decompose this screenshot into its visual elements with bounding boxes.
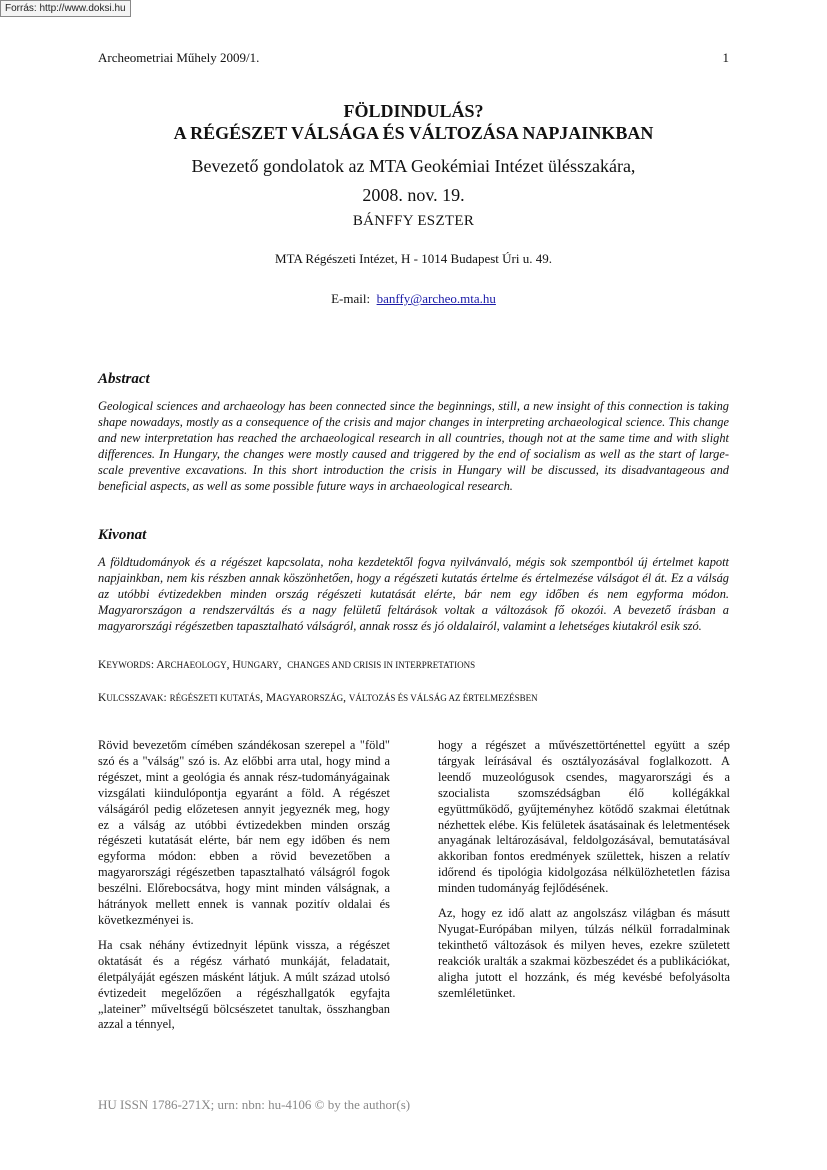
page-number: 1 — [722, 50, 729, 65]
keyword-item: MAGYARORSZÁG, — [265, 692, 346, 704]
kulcsszavak-line — [98, 692, 738, 704]
kulcsszavak-label: KULCSSZAVAK: — [98, 692, 167, 704]
keywords-line — [98, 659, 738, 671]
kivonat-heading: Kivonat — [98, 527, 147, 543]
subtitle-line-1: Bevezető gondolatok az MTA Geokémiai Intézet ülésszakára, — [191, 156, 636, 176]
email-line — [98, 291, 729, 307]
subtitle-line-2: 2008. nov. 19. — [362, 185, 465, 205]
affiliation: MTA Régészeti Intézet, H - 1014 Budapest Úri u. 49. — [275, 251, 552, 266]
kivonat-text: A földtudományok és a régészet kapcsolata, noha kezdetektől fogva nyilvánvaló, mégis sok szempontból új értelmet kapott napjainkban, nem kis részben annak köszönhetően, hogy a régészeti kutatás értelme és értelmezése válságot él át. Ez a válság az utóbbi évtizedekben minden ország régészeti kutatását elérte, bár nem egy időben és nem egyforma módon. Magyarországon a rendszerváltás és a nagy felületű feltárások voltak a változások fő okozói. A bevezető írásban a magyarországi régészetben tapasztalható válságról, annak rossz és jó oldalairól, valamint a lehetséges kiutakról esik szó. — [98, 555, 729, 633]
abstract-text: Geological sciences and archaeology has been connected since the beginnings, still, a new insight of this connection is taking shape nowadays, mostly as a consequence of the crisis and major changes in interpreting archaeological science. This change and new interpretation has reached the archaeological research in all countries, though not at the same time and with slight differences. In Hungary, the changes were mostly caused and triggered by the end of socialism as well as the start of large-scale preventive excavations. In this short introduction the crisis in Hungary will be discussed, its disadvantageous and beneficial aspects, as well as some possible future ways in archaeological research. — [98, 399, 729, 493]
body-column-right — [438, 738, 730, 1011]
body-paragraph: Az, hogy ez idő alatt az angolszász világban és másutt Nyugat-Európában milyen, túlzás nélkül forradalminak tekinthető változások és milyen heves, ezekre született reakciók uralták a szakmai közbeszédet és a publikációkat, aligha jutott el hozzánk, és még kevésbé befolyásolta szemléletünket. — [438, 906, 730, 1000]
title-line-2: A RÉGÉSZET VÁLSÁGA ÉS VÁLTOZÁSA NAPJAINKBAN — [173, 123, 654, 143]
body-paragraph: Ha csak néhány évtizednyit lépünk vissza, a régészet oktatását és a régész várható munkáját, feladatait, életpályáját egészen másként látjuk. A múlt század utolsó évtizedeit megelőzően a régészhallgatók egyfajta „lateiner” műveltségű bölcsészetet tanultak, összhangban azzal a ténnyel, — [98, 937, 390, 1032]
keyword-item: RÉGÉSZETI KUTATÁS, — [169, 692, 263, 704]
body-column-left — [98, 738, 390, 1042]
source-label: Forrás: http://www.doksi.hu — [0, 0, 131, 17]
keyword-item: HUNGARY, — [232, 659, 282, 671]
footer-issn: HU ISSN 1786-271X; urn: nbn: hu-4106 © by the author(s) — [98, 1097, 411, 1112]
title-line-1: FÖLDINDULÁS? — [343, 101, 484, 121]
body-paragraph: Rövid bevezetőm címében szándékosan szerepel a "föld" szó és a "válság" szó is. Az előbbi arra utal, hogy mind a régészet, mint a geológia és annak rész-tudományágainak vizsgálati kiindulópontja egyaránt a föld. A régészet válságáról pedig előzetesen annyit jegyeznék meg, hogy ez a válság az utóbbi évtizedekben minden ország régészeti kutatását elérte, bár nem egy időben és nem egyforma módon: ebben a rövid bevezetőben a magyarországi régészetben tapasztalható válságról fogok beszélni. Előrebocsátva, hogy mint minden válságnak, a hátrányok mellett ennek is vannak pozitív oldalai és következményei is. — [98, 738, 390, 927]
keyword-item: ARCHAEOLOGY, — [156, 659, 230, 671]
email-link[interactable]: banffy@archeo.mta.hu — [376, 291, 496, 306]
author-name: BÁNFFY ESZTER — [352, 213, 475, 229]
keyword-item: CHANGES AND CRISIS IN INTERPRETATIONS — [287, 660, 476, 670]
keywords-label: KEYWORDS: — [98, 659, 155, 671]
abstract-heading: Abstract — [98, 371, 150, 387]
keyword-item: VÁLTOZÁS ÉS VÁLSÁG AZ ÉRTELMEZÉSBEN — [348, 693, 538, 703]
email-label: E-mail: — [331, 291, 371, 306]
body-paragraph: hogy a régészet a művészettörténettel együtt a szép tárgyak leírásával és osztályozásával foglalkozott. A leendő muzeológusok csendes, magyarországi és a szocialista szomszédságban élő kollégákkal együttműködő, gyűjteményhez kötődő szakmai életútnak nézhettek elébe. Kis felületek ásatásainak és leletmentések anyagának leltározásával, feldolgozásával, bemutatásával akkoriban fontos eredmények születtek, hiszen a relatív időrend és tipológia kidolgozása nélkülözhetetlen fázisa minden tudományág fejlődésének. — [438, 738, 730, 896]
journal-header: Archeometriai Műhely 2009/1. — [98, 50, 260, 65]
